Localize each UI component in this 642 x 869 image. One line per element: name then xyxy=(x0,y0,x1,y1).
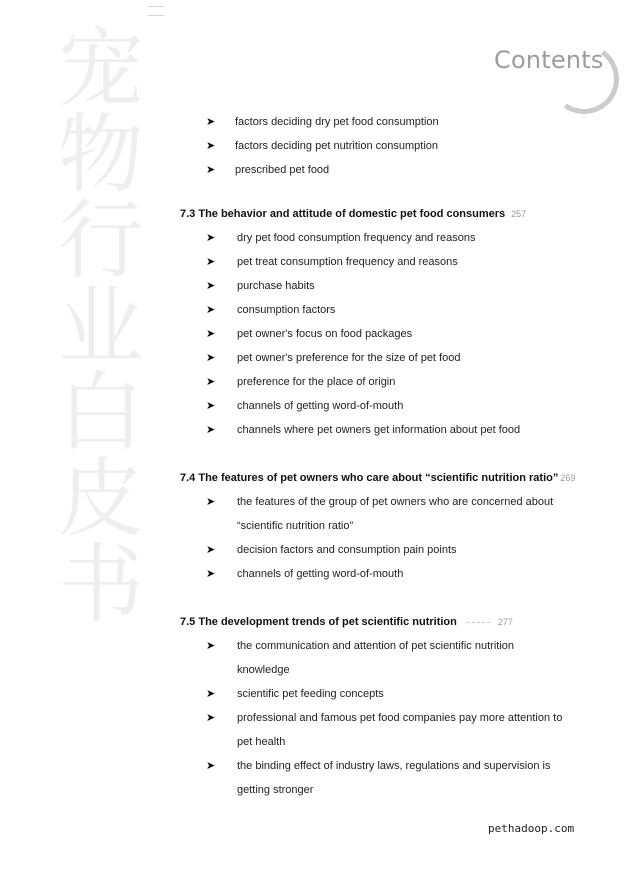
bullet-icon: ➤ xyxy=(206,544,216,556)
watermark-char: 业 xyxy=(58,277,144,377)
toc-item[interactable]: pet owner's focus on food packages xyxy=(237,328,413,340)
watermark-char: 宠 xyxy=(58,19,144,119)
bullet-icon: ➤ xyxy=(206,688,216,700)
bullet-icon: ➤ xyxy=(206,304,216,316)
watermark-char: 行 xyxy=(58,191,144,291)
page-number: 269 xyxy=(560,473,576,483)
toc-item[interactable]: the binding effect of industry laws, regulations and supervision is xyxy=(237,760,551,772)
toc-item[interactable]: dry pet food consumption frequency and reasons xyxy=(237,232,476,244)
bullet-icon: ➤ xyxy=(206,280,216,292)
bullet-icon: ➤ xyxy=(206,328,216,340)
toc-item[interactable]: decision factors and consumption pain points xyxy=(237,544,457,556)
bullet-icon: ➤ xyxy=(206,568,216,580)
toc-item[interactable]: factors deciding dry pet food consumption xyxy=(235,116,439,128)
page-number: 277 xyxy=(497,617,513,627)
section-title: 7.4 The features of pet owners who care about “scientific nutrition ratio” xyxy=(180,472,559,484)
toc-item[interactable]: pet owner's preference for the size of pet food xyxy=(237,352,461,364)
toc-item-continuation[interactable]: knowledge xyxy=(237,664,290,676)
toc-item[interactable]: channels of getting word-of-mouth xyxy=(237,568,404,580)
toc-item[interactable]: consumption factors xyxy=(237,304,336,316)
footer-website[interactable]: pethadoop.com xyxy=(488,822,575,835)
toc-item[interactable]: channels where pet owners get information about pet food xyxy=(237,424,521,436)
toc-item[interactable]: factors deciding pet nutrition consumption xyxy=(235,140,439,152)
bullet-icon: ➤ xyxy=(206,496,216,508)
header-mark xyxy=(148,6,164,16)
bullet-icon: ➤ xyxy=(206,712,216,724)
contents-heading: Contents xyxy=(494,46,604,74)
bullet-icon: ➤ xyxy=(206,164,216,176)
toc-item[interactable]: preference for the place of origin xyxy=(237,376,396,388)
toc-item[interactable]: professional and famous pet food companies pay more attention to xyxy=(237,712,563,724)
section-heading-7-4[interactable] xyxy=(180,466,575,490)
bullet-icon: ➤ xyxy=(206,376,216,388)
watermark-char: 物 xyxy=(58,105,144,205)
bullet-icon: ➤ xyxy=(206,116,216,128)
watermark-char: 皮 xyxy=(58,449,144,549)
bullet-icon: ➤ xyxy=(206,424,216,436)
watermark-char: 书 xyxy=(58,535,144,635)
toc-item[interactable]: pet treat consumption frequency and reasons xyxy=(237,256,458,268)
watermark-title xyxy=(56,19,146,635)
section-title: 7.3 The behavior and attitude of domestic pet food consumers xyxy=(180,208,506,220)
toc-item-continuation[interactable]: pet health xyxy=(237,736,286,748)
toc-item-continuation[interactable]: getting stronger xyxy=(237,784,314,796)
toc-item[interactable]: prescribed pet food xyxy=(235,164,330,176)
section-heading-7-5[interactable] xyxy=(180,610,513,634)
section-title: 7.5 The development trends of pet scientific nutrition xyxy=(180,616,457,628)
bullet-icon: ➤ xyxy=(206,232,216,244)
page-number: 257 xyxy=(511,209,527,219)
bullet-icon: ➤ xyxy=(206,760,216,772)
toc-item[interactable]: purchase habits xyxy=(237,280,315,292)
leader-dots: ----- xyxy=(466,617,492,627)
toc-item[interactable]: channels of getting word-of-mouth xyxy=(237,400,404,412)
bullet-icon: ➤ xyxy=(206,352,216,364)
bullet-icon: ➤ xyxy=(206,640,216,652)
bullet-icon: ➤ xyxy=(206,256,216,268)
watermark-char: 白 xyxy=(58,363,144,463)
bullet-icon: ➤ xyxy=(206,400,216,412)
toc-item[interactable]: scientific pet feeding concepts xyxy=(237,688,384,700)
toc-item-continuation[interactable]: “scientific nutrition ratio” xyxy=(237,520,354,532)
toc-item[interactable]: the features of the group of pet owners who are concerned about xyxy=(237,496,554,508)
bullet-icon: ➤ xyxy=(206,140,216,152)
toc-item[interactable]: the communication and attention of pet scientific nutrition xyxy=(237,640,514,652)
section-heading-7-3[interactable] xyxy=(180,202,526,226)
